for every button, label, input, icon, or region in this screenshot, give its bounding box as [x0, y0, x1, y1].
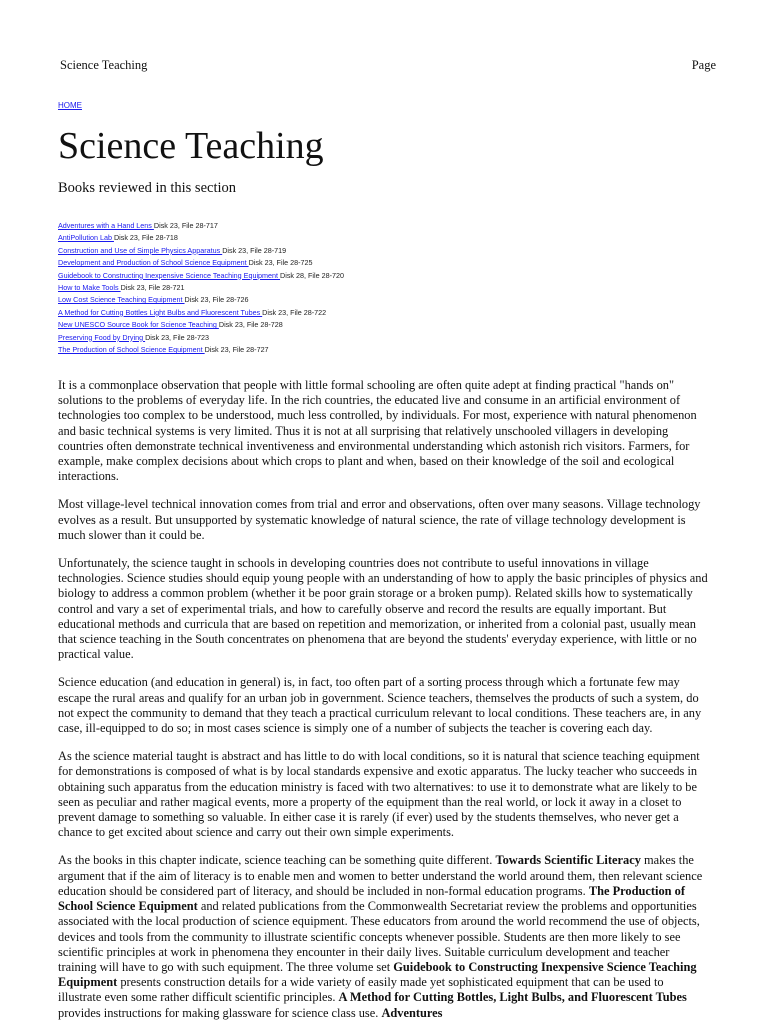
- paragraph: Unfortunately, the science taught in schools in developing countries does not contribute to useful innovations in village technologies. Science studies should equip young people with an understanding of how to apply the basic principles of physics and biology to address a common problem (whether it be poor grain storage or a broken pump). Related skills how to systematically control and vary a set of experimental trials, and how to carefully observe and record the results are equally important. But educational methods and curricula that are based on repetition and memorization, or inherited from a colonial past, usually mean that science teaching in the South concentrates on phenomena that are beyond the students' everyday experience, with little or no practical value.: [58, 556, 708, 662]
- book-ref: Disk 23, File 28-722: [262, 307, 327, 317]
- book-link[interactable]: Preserving Food by Drying: [58, 332, 146, 342]
- book-link[interactable]: Adventures with a Hand Lens: [58, 221, 154, 230]
- list-item: [58, 344, 718, 356]
- book-ref: Disk 28, File 28-720: [280, 270, 344, 280]
- book-ref: Disk 23, File 28-727: [204, 345, 269, 355]
- list-item: [58, 307, 718, 319]
- book-link[interactable]: New UNESCO Source Book for Science Teaching: [58, 320, 219, 330]
- book-ref: Disk 23, File 28-719: [222, 245, 287, 255]
- article-body: [58, 378, 710, 1024]
- book-link[interactable]: How to Make Tools: [58, 283, 121, 293]
- list-item: [58, 220, 718, 232]
- running-header-title: Science Teaching: [60, 58, 148, 72]
- book-ref: Disk 23, File 28-723: [145, 332, 210, 342]
- book-title-emphasis: Guidebook to Constructing Inexpensive Science Teaching Equipment: [58, 959, 697, 990]
- book-title-emphasis: Towards Scientific Literacy: [495, 853, 641, 868]
- paragraph: It is a commonplace observation that people with little formal schooling are often quite adept at finding practical "hands on" solutions to the problems of everyday life. In the rich countries, the educated live and consume in an artificial environment of technologies too complex to be understood, much less controlled, by individuals. For most, experience with natural phenomenon and basic technical systems is very limited. Thus it is not at all surprising that relatively unschooled villagers in developing countries often demonstrate technical inventiveness and environmental understanding which astonish rich visitors. Farmers, for example, make complex decisions about which crops to plant and when, based on their knowledge of the soil and ecological interactions.: [58, 378, 697, 484]
- book-link[interactable]: A Method for Cutting Bottles Light Bulbs and Fluorescent Tubes: [58, 307, 263, 317]
- book-link[interactable]: Construction and Use of Simple Physics Apparatus: [58, 245, 223, 255]
- paragraph-text: presents construction details for a wide variety of easily made yet sophisticated equipment that can be used to illustrate even some rather difficult scientific principles.: [58, 975, 664, 1005]
- paragraph: Science education (and education in general) is, in fact, too often part of a sorting process through which a fortunate few may escape the rural areas and qualify for an urban job in government. Science teachers, themselves the products of such a system, do not expect the community to demand that they teach a practical curriculum relevant to local conditions. These teachers are, in any case, ill-equipped to do so; in most cases science is simply one of a number of subjects the teacher is covering each day.: [58, 675, 702, 736]
- book-link[interactable]: Development and Production of School Science Equipment: [58, 258, 249, 268]
- list-item: [58, 294, 718, 306]
- page-title: Science Teaching: [58, 125, 324, 167]
- paragraph: Most village-level technical innovation comes from trial and error and observations, often over many seasons. Village technology evolves as a result. But unsupported by systematic knowledge of natural science, the rate of village technology development is much slower than it could be.: [58, 497, 701, 542]
- paragraph-text: makes the argument that if the aim of literacy is to enable men and women to better understand the world around them, then relevant science education should be considered part of literacy, and should be included in non-formal education programs.: [58, 853, 703, 898]
- book-title-emphasis: The Production of School Science Equipment: [58, 883, 685, 914]
- book-title-emphasis: Adventures: [381, 1005, 443, 1020]
- book-ref: Disk 23, File 28-718: [113, 233, 178, 243]
- book-ref: Disk 23, File 28-717: [153, 221, 218, 230]
- running-header-page: Page: [691, 58, 716, 72]
- paragraph-text: provides instructions for making glassware for science class use.: [58, 1005, 382, 1020]
- list-item: [58, 232, 718, 244]
- list-item: [58, 245, 718, 257]
- list-item: [58, 282, 718, 294]
- paragraph: As the science material taught is abstract and has little to do with local conditions, so it is natural that science teaching equipment for demonstrations is composed of what is by local standards expensive and exotic apparatus. The lucky teacher who succeeds in obtaining such apparatus from the education ministry is faced with two alternatives: to use it to demonstrate what are likely to be seen as peculiar and rather magical events, more a property of the equipment than the real world, or lock it away in a closet to prevent damage to something so valuable. In either case it is rarely (if ever) used by the students themselves, who never get a chance to get excited about science and carry out their own simple experiments.: [58, 749, 700, 840]
- paragraph-text: and related publications from the Commonwealth Secretariat review the problems and opportunities associated with the local production of science equipment. These educators from around the world recommend the use of objects, devices and tools from the community to illustrate scientific concepts whenever possible. Students are then more likely to see scientific principles at work in phenomena they encounter in their daily lives. Suitable curriculum development and teacher training will have to go with such equipment. The three volume set: [58, 899, 700, 974]
- list-item: [58, 257, 718, 269]
- page-header: [60, 58, 716, 76]
- list-item: [58, 319, 718, 331]
- book-ref: Disk 23, File 28-725: [248, 258, 313, 268]
- paragraph: [58, 853, 710, 1020]
- book-link[interactable]: The Production of School Science Equipment: [58, 345, 205, 355]
- list-item: [58, 332, 718, 344]
- paragraph-text: As the books in this chapter indicate, science teaching can be something quite different.: [58, 853, 496, 868]
- section-subtitle: Books reviewed in this section: [58, 180, 237, 196]
- home-link[interactable]: HOME: [58, 101, 82, 110]
- book-ref: Disk 23, File 28-728: [218, 320, 283, 330]
- list-item: [58, 270, 718, 282]
- book-link[interactable]: Guidebook to Constructing Inexpensive Science Teaching Equipment: [58, 270, 281, 280]
- book-link[interactable]: Low Cost Science Teaching Equipment: [58, 295, 185, 305]
- book-title-emphasis: A Method for Cutting Bottles, Light Bulbs, and Fluorescent Tubes: [338, 990, 687, 1005]
- book-list: [58, 220, 718, 356]
- book-link[interactable]: AntiPollution Lab: [58, 233, 114, 243]
- book-ref: Disk 23, File 28-721: [120, 283, 185, 293]
- book-ref: Disk 23, File 28-726: [184, 295, 249, 305]
